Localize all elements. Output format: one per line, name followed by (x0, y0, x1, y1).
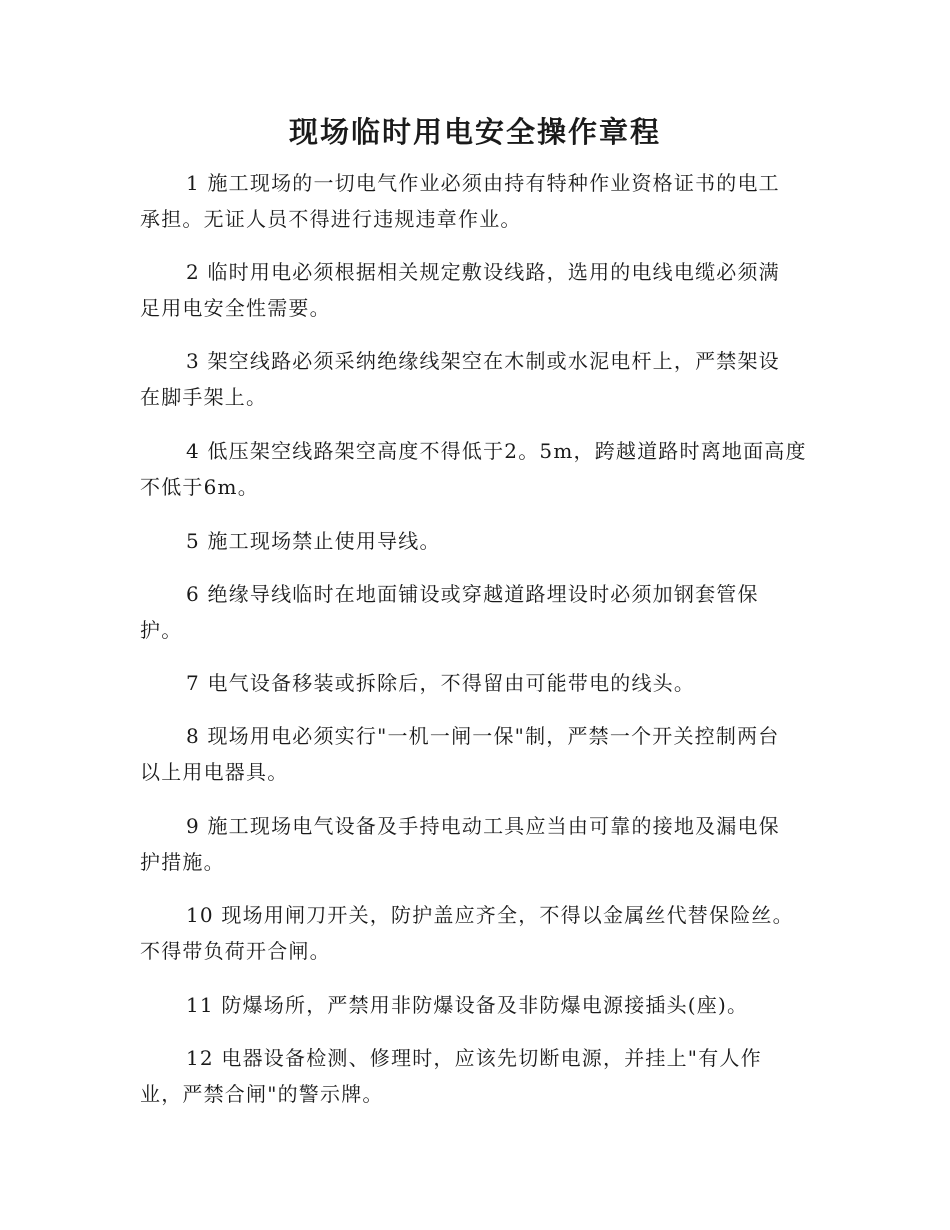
clause-line: 1 施工现场的一切电气作业必须由持有特种作业资格证书的电工 (186, 171, 780, 195)
clause-line: 7 电气设备移装或拆除后，不得留由可能带电的线头。 (186, 671, 696, 695)
clause-line: 12 电器设备检测、修理时，应该先切断电源，并挂上"有人作 (186, 1046, 762, 1070)
clause-line: 足用电安全性需要。 (140, 296, 331, 320)
clause-line: 不低于6m。 (140, 475, 259, 499)
clause-8 (140, 718, 820, 790)
clause-line: 护。 (140, 618, 183, 642)
clause-4 (140, 433, 820, 505)
clause-line: 承担。无证人员不得进行违规违章作业。 (140, 207, 522, 231)
clause-line: 2 临时用电必须根据相关规定敷设线路，选用的电线电缆必须满 (186, 260, 780, 284)
clause-6 (140, 576, 820, 648)
clause-1 (140, 165, 820, 237)
clause-line: 业，严禁合闸"的警示牌。 (140, 1082, 384, 1106)
clause-12 (140, 1040, 820, 1112)
clause-5 (140, 523, 820, 559)
clause-3 (140, 343, 820, 415)
clause-line: 在脚手架上。 (140, 385, 268, 409)
clause-line: 10 现场用闸刀开关，防护盖应齐全，不得以金属丝代替保险丝。 (186, 903, 794, 927)
clause-line: 4 低压架空线路架空高度不得低于2。5m，跨越道路时离地面高度 (186, 439, 807, 463)
clause-7 (140, 665, 820, 701)
clause-line: 护措施。 (140, 850, 225, 874)
clause-11 (140, 987, 820, 1023)
clause-line: 11 防爆场所，严禁用非防爆设备及非防爆电源接插头(座)。 (186, 993, 749, 1017)
clause-line: 8 现场用电必须实行"一机一闸一保"制，严禁一个开关控制两台 (186, 724, 780, 748)
clause-10 (140, 897, 820, 969)
clause-line: 5 施工现场禁止使用导线。 (186, 529, 441, 553)
clause-2 (140, 254, 820, 326)
clause-line: 3 架空线路必须采纳绝缘线架空在木制或水泥电杆上，严禁架设 (186, 349, 780, 373)
clause-line: 不得带负荷开合闸。 (140, 939, 331, 963)
clause-9 (140, 808, 820, 880)
document-title: 现场临时用电安全操作章程 (288, 115, 661, 149)
clause-line: 6 绝缘导线临时在地面铺设或穿越道路埋设时必须加钢套管保 (186, 582, 759, 606)
clause-line: 9 施工现场电气设备及手持电动工具应当由可靠的接地及漏电保 (186, 814, 780, 838)
clause-line: 以上用电器具。 (140, 760, 289, 784)
